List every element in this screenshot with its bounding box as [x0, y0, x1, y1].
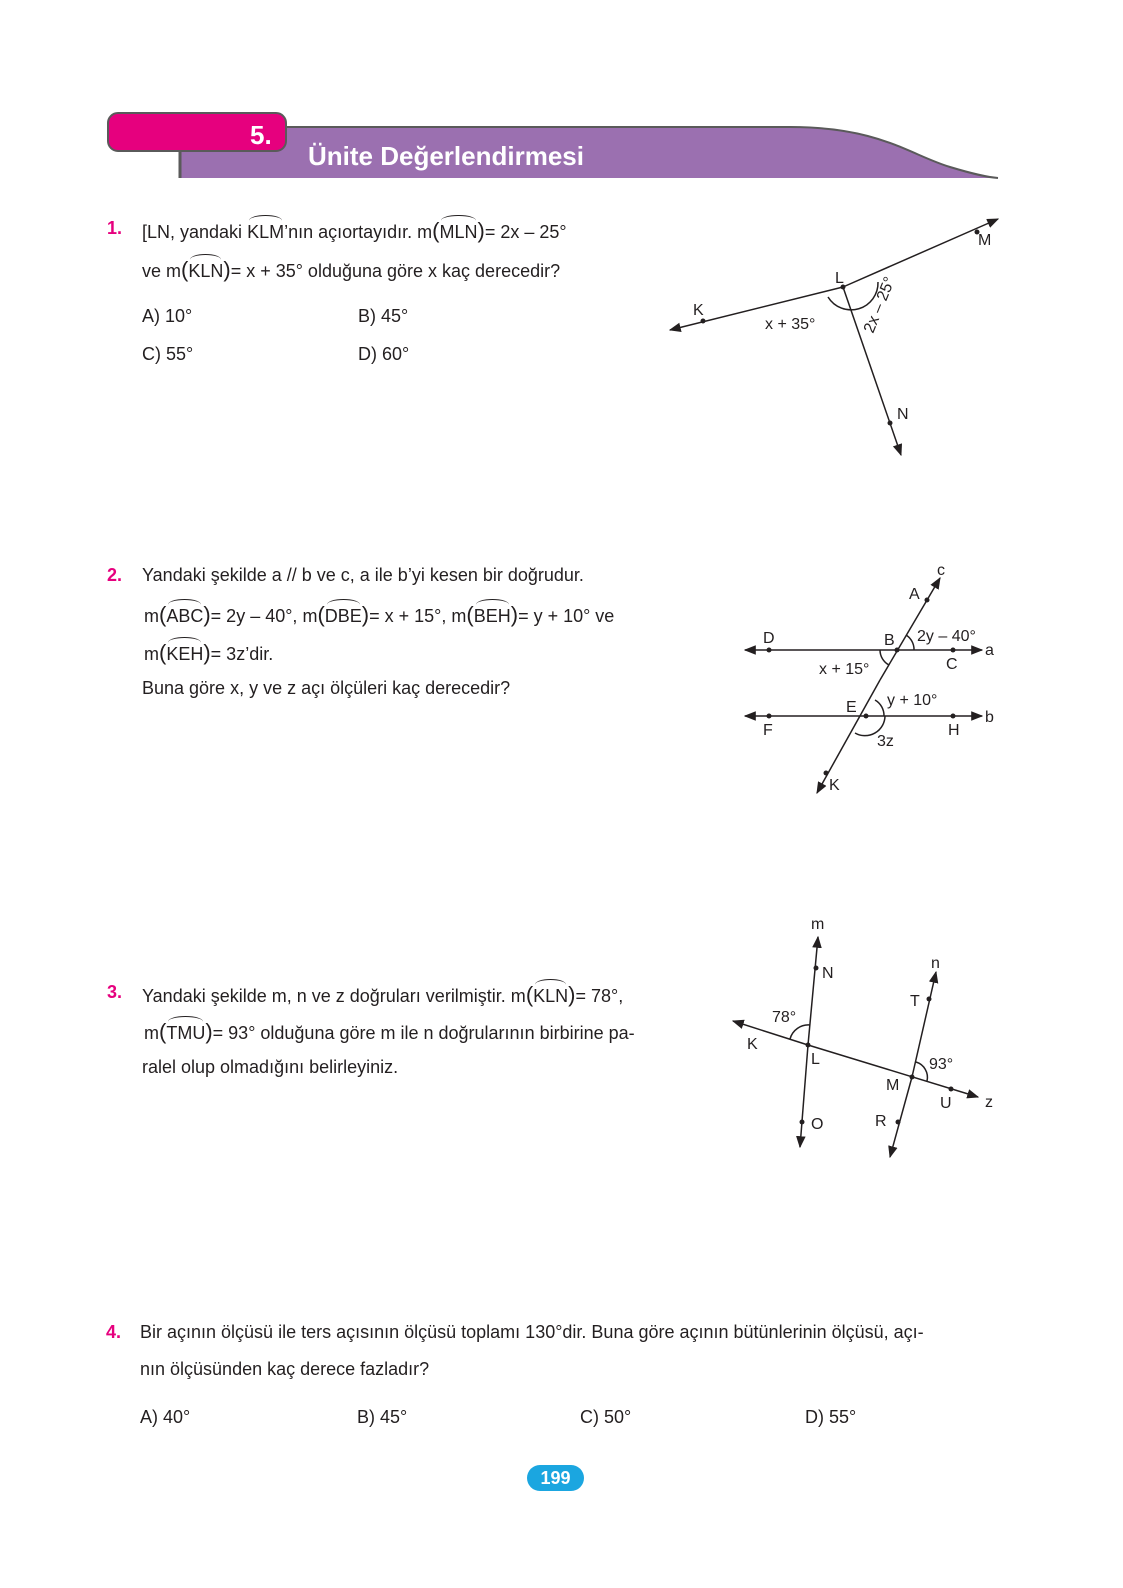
- question-text: ralel olup olmadığını belirleyiniz.: [142, 1057, 399, 1077]
- label-N: N: [897, 406, 909, 423]
- question-text: [LN, yandaki KLM’nın açıortayıdır. m(MLN)= 2x – 25°: [142, 218, 567, 243]
- question-text: Buna göre x, y ve z açı ölçüleri kaç derecedir?: [142, 678, 511, 698]
- svg-text:y + 10°: y + 10°: [887, 692, 938, 709]
- svg-text:b: b: [985, 709, 994, 726]
- svg-text:D: D: [763, 630, 775, 647]
- question-text: m(TMU)= 93° olduğuna göre m ile n doğrularının birbirine pa-: [144, 1019, 635, 1044]
- unit-number: 5.: [250, 120, 272, 150]
- svg-text:R: R: [875, 1113, 887, 1130]
- svg-text:n: n: [931, 955, 940, 972]
- svg-text:U: U: [940, 1095, 952, 1112]
- question-text: Yandaki şekilde m, n ve z doğruları verilmiştir. m(KLN)= 78°,: [142, 982, 624, 1007]
- svg-text:z: z: [985, 1094, 993, 1111]
- svg-text:C: C: [946, 656, 958, 673]
- svg-text:x + 15°: x + 15°: [819, 661, 870, 678]
- svg-text:78°: 78°: [772, 1009, 797, 1026]
- question-number: 1.: [107, 218, 123, 238]
- svg-text:K: K: [829, 777, 840, 794]
- svg-text:T: T: [910, 993, 920, 1010]
- label-M: M: [978, 232, 992, 249]
- svg-text:O: O: [811, 1116, 824, 1133]
- question-text: Yandaki şekilde a // b ve c, a ile b’yi kesen bir doğrudur.: [142, 565, 584, 585]
- question-text: nın ölçüsünden kaç derece fazladır?: [140, 1359, 430, 1379]
- svg-text:c: c: [937, 562, 945, 579]
- svg-text:2y – 40°: 2y – 40°: [917, 628, 976, 645]
- label-K: K: [693, 302, 704, 319]
- angle-label: x + 35°: [765, 316, 816, 333]
- question-number: 3.: [107, 982, 123, 1002]
- option-d[interactable]: D) 60°: [358, 344, 410, 364]
- option-b[interactable]: B) 45°: [358, 306, 409, 326]
- diagram-q2: [745, 578, 982, 793]
- svg-text:N: N: [822, 965, 834, 982]
- svg-text:3z: 3z: [877, 733, 894, 750]
- svg-text:H: H: [948, 722, 960, 739]
- question-text: m(KEH)= 3z’dir.: [144, 640, 274, 665]
- option-a[interactable]: A) 40°: [140, 1407, 191, 1427]
- svg-text:M: M: [886, 1077, 900, 1094]
- svg-text:93°: 93°: [929, 1056, 954, 1073]
- angle-label: 2x – 25°: [860, 274, 899, 336]
- question-number: 2.: [107, 565, 123, 585]
- option-b[interactable]: B) 45°: [357, 1407, 408, 1427]
- page-title: Ünite Değerlendirmesi: [308, 141, 584, 171]
- question-text: m(ABC)= 2y – 40°, m(DBE)= x + 15°, m(BEH)= y + 10° ve: [144, 602, 615, 627]
- svg-text:L: L: [811, 1051, 820, 1068]
- svg-text:m: m: [811, 916, 825, 933]
- diagram-q1: [670, 219, 998, 455]
- svg-text:a: a: [985, 642, 994, 659]
- option-a[interactable]: A) 10°: [142, 306, 193, 326]
- question-number: 4.: [106, 1322, 122, 1342]
- question-text: ve m(KLN)= x + 35° olduğuna göre x kaç derecedir?: [142, 257, 561, 282]
- option-c[interactable]: C) 50°: [580, 1407, 632, 1427]
- question-text: Bir açının ölçüsü ile ters açısının ölçüsü toplamı 130°dir. Buna göre açının bütünlerinin ölçüsü, açı-: [140, 1322, 924, 1342]
- svg-text:K: K: [747, 1036, 758, 1053]
- svg-text:E: E: [846, 699, 857, 716]
- option-d[interactable]: D) 55°: [805, 1407, 857, 1427]
- page-number: 199: [527, 1465, 584, 1491]
- svg-text:B: B: [884, 632, 895, 649]
- svg-text:F: F: [763, 722, 773, 739]
- diagram-q3: [733, 937, 978, 1157]
- option-c[interactable]: C) 55°: [142, 344, 194, 364]
- label-L: L: [835, 270, 844, 287]
- svg-text:A: A: [909, 586, 920, 603]
